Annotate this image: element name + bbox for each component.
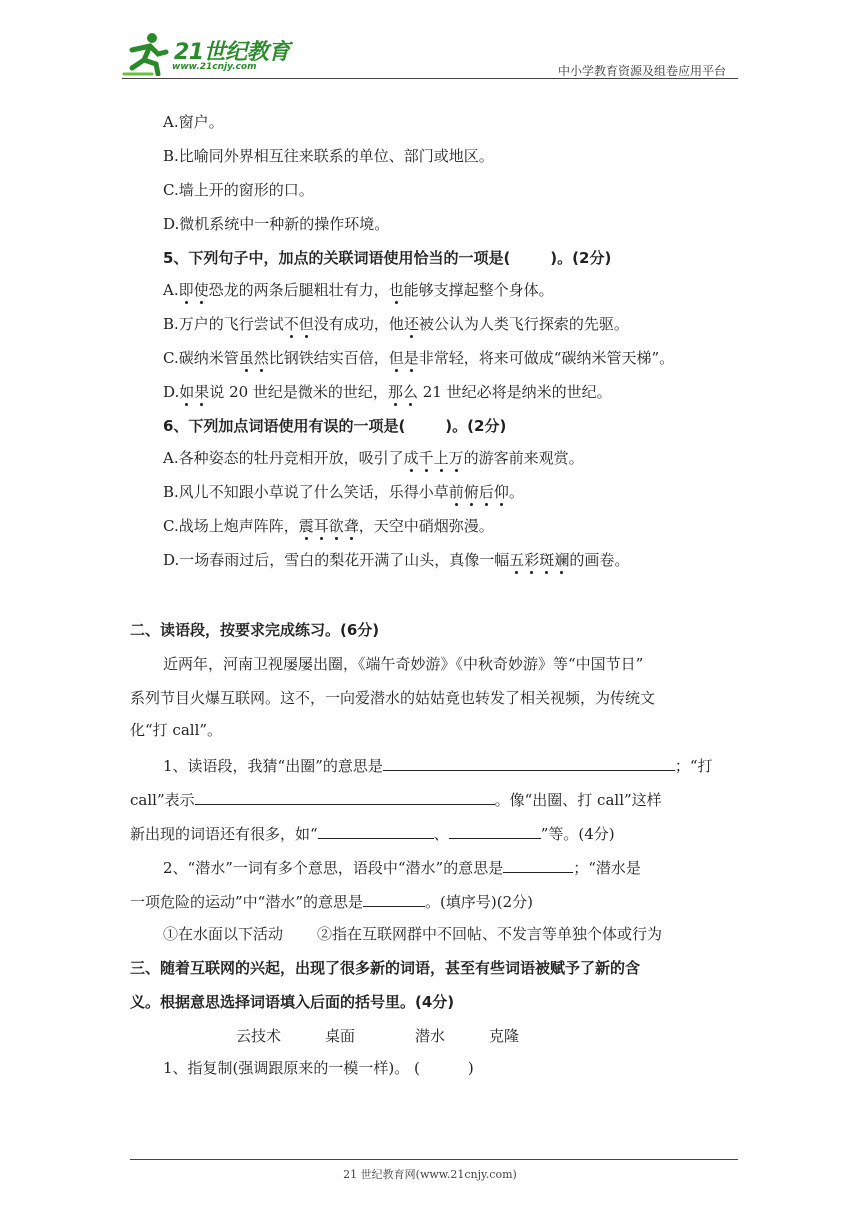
q5-option-a (163, 280, 554, 300)
q6-stem (163, 416, 506, 436)
q6-b-text: B.风儿不知跟小草说了什么笑话，乐得小草 (163, 483, 449, 501)
s2-q1-line-1 (163, 754, 713, 776)
emphasis-char: 但 (388, 349, 404, 367)
section2-title: 二、读语段，按要求完成练习。(6分) (130, 621, 380, 639)
s2-q1-text-end: ；“打 (674, 757, 713, 775)
q6-a-text-end: 的游客前来观赏。 (463, 449, 584, 467)
qianshui-meaning-blank-2[interactable] (363, 890, 425, 907)
emphasis-char: 聋 (343, 517, 359, 535)
s2-q2-options (163, 924, 662, 944)
logo-url: www.21cnjy.com (172, 62, 257, 72)
s2-q2-l2-text-end: 。(填序号)(2分) (425, 893, 533, 911)
emphasis-char: 欲 (328, 517, 344, 535)
s2-q1-line-2 (130, 788, 662, 810)
emphasis-char: 使 (193, 281, 209, 299)
q6-a-text: A.各种姿态的牡丹竞相开放，吸引了 (163, 449, 404, 467)
chuquan-meaning-blank[interactable] (383, 754, 675, 771)
page-footer: 21 世纪教育网(www.21cnjy.com) (343, 1168, 517, 1181)
q5-option-b (163, 314, 629, 334)
runner-logo-icon (122, 30, 172, 76)
q6-d-text: D.一场春雨过后，雪白的梨花开满了山头，真像一幅 (163, 551, 510, 569)
q5-a-text: 恐龙的两条后腿粗壮有力， (208, 281, 389, 299)
s2-q2-line-1 (163, 856, 641, 878)
q5-stem-text: 5、下列句子中，加点的关联词语使用恰当的一项是( (163, 249, 511, 267)
emphasis-char: 成 (403, 449, 419, 467)
emphasis-char: 但 (298, 315, 314, 333)
q6-c-text: C.战场上炮声阵阵， (163, 517, 299, 535)
s2-q1-l3-text-end: ”等。(4分) (540, 825, 615, 843)
emphasis-char: 也 (388, 281, 404, 299)
s2-q2-line-2 (130, 890, 533, 912)
s2-q2-l2-text: 一项危险的运动”中“潜水”的意思是 (130, 893, 364, 911)
q5-stem-score: )。(2分) (550, 249, 612, 267)
section2-passage-line-3: 化“打 call”。 (130, 721, 223, 739)
s2-q1-line-3 (130, 822, 615, 844)
q5-c-text-end: 非常轻，将来可做成“碳纳米管天梯”。 (418, 349, 675, 367)
q4-option-b: B.比喻同外界相互往来联系的单位、部门或地区。 (163, 147, 494, 165)
site-logo (122, 30, 292, 76)
section2-passage-line-2: 系列节目火爆互联网。这不，一向爱潜水的姑姑竟也转发了相关视频，为传统文 (130, 689, 656, 707)
dacall-meaning-blank[interactable] (195, 788, 495, 805)
section2-passage-line-1: 近两年，河南卫视屡屡出圈，《端午奇妙游》《中秋奇妙游》等“中国节日” (163, 655, 644, 673)
emphasis-char: 前 (448, 483, 464, 501)
q5-a-text-end: 能够支撑起整个身体。 (403, 281, 554, 299)
page-header (122, 30, 738, 80)
emphasis-char: 五 (509, 551, 525, 569)
q6-stem-text: 6、下列加点词语使用有误的一项是( (163, 417, 406, 435)
q6-d-dotted-word (509, 551, 569, 569)
s3-q1 (163, 1058, 474, 1078)
q5-b-dotted-word-1 (284, 315, 314, 333)
emphasis-char: 不 (283, 315, 299, 333)
qianshui-meaning-blank-1[interactable] (503, 856, 573, 873)
new-word-blank-2[interactable] (449, 822, 541, 839)
q5-c-dotted-word-2 (389, 349, 419, 367)
q5-option-d (163, 382, 612, 402)
word-bank-item: 云技术 (236, 1027, 282, 1045)
s2-q2-option-1: ①在水面以下活动 (163, 925, 284, 943)
s2-q1-l2-text-end: 。像“出圈、打 call”这样 (494, 791, 662, 809)
s2-q1-l3-text: 新出现的词语还有很多，如“ (130, 825, 318, 843)
s3-q1-close-paren: ) (467, 1059, 474, 1077)
word-bank-item: 克隆 (489, 1027, 520, 1045)
word-bank (236, 1026, 519, 1046)
logo-text: 21世纪教育 (174, 40, 290, 65)
header-platform-text: 中小学教育资源及组卷应用平台 (557, 64, 726, 78)
emphasis-char: 上 (433, 449, 449, 467)
q4-option-c: C.墙上开的窗形的口。 (163, 181, 314, 199)
q5-a-dotted-word-1 (179, 281, 209, 299)
s2-q1-l2-text: call”表示 (130, 791, 195, 809)
q5-c-dotted-word-1 (239, 349, 269, 367)
q5-b-dotted-word-2 (404, 315, 419, 333)
s2-q2-option-2: ②指在互联网群中不回帖、不发言等单独个体或行为 (317, 925, 663, 943)
emphasis-char: 后 (478, 483, 494, 501)
s3-q1-text: 1、指复制(强调跟原来的一模一样)。 ( (163, 1059, 420, 1077)
q6-stem-score: )。(2分) (445, 417, 507, 435)
word-bank-item: 桌面 (325, 1027, 356, 1045)
header-divider (122, 78, 738, 79)
q5-c-label: C.碳纳米管 (163, 349, 239, 367)
new-word-blank-1[interactable] (318, 822, 434, 839)
q5-a-dotted-word-2 (389, 281, 404, 299)
s2-q1-text: 1、读语段，我猜“出圈”的意思是 (163, 757, 383, 775)
q5-d-dotted-word-2 (388, 383, 418, 401)
q6-d-text-end: 的画卷。 (569, 551, 630, 569)
section3-title-line-2: 义。根据意思选择词语填入后面的括号里。(4分) (130, 993, 455, 1011)
q6-option-c (163, 516, 494, 536)
q4-option-a: A.窗户。 (163, 113, 224, 131)
section3-title-line-1: 三、随着互联网的兴起，出现了很多新的词语，甚至有些词语被赋予了新的含 (130, 959, 641, 977)
q6-c-dotted-word (299, 517, 359, 535)
emphasis-char: 虽 (238, 349, 254, 367)
s2-q2-text: 2、“潜水”一词有多个意思，语段中“潜水”的意思是 (163, 859, 504, 877)
q6-c-text-end: ，天空中硝烟弥漫。 (358, 517, 494, 535)
emphasis-char: 还 (403, 315, 419, 333)
q5-d-dotted-word-1 (179, 383, 209, 401)
q4-option-d: D.微机系统中一种新的操作环境。 (163, 215, 390, 233)
q6-option-b (163, 482, 524, 502)
q5-d-text: 说 20 世纪是微米的世纪， (209, 383, 388, 401)
emphasis-char: 仰 (493, 483, 509, 501)
q6-b-dotted-word (449, 483, 509, 501)
q5-d-label: D. (163, 383, 180, 401)
emphasis-char: 斑 (539, 551, 555, 569)
emphasis-char: 如 (179, 383, 195, 401)
q5-stem (163, 248, 611, 268)
emphasis-char: 耳 (313, 517, 329, 535)
s2-q2-text-end: ；“潜水是 (573, 859, 641, 877)
emphasis-char: 果 (194, 383, 210, 401)
q6-option-d (163, 550, 629, 570)
footer-divider (130, 1159, 738, 1160)
emphasis-char: 即 (178, 281, 194, 299)
q5-c-text: 比钢铁结实百倍， (268, 349, 389, 367)
q5-b-label: B.万户的飞行尝试 (163, 315, 284, 333)
q5-d-text-end: 21 世纪必将是纳米的世纪。 (417, 383, 612, 401)
emphasis-char: 千 (418, 449, 434, 467)
emphasis-char: 么 (402, 383, 418, 401)
emphasis-char: 斓 (554, 551, 570, 569)
q5-a-label: A. (163, 281, 179, 299)
q6-a-dotted-word (404, 449, 464, 467)
emphasis-char: 万 (448, 449, 464, 467)
emphasis-char: 然 (253, 349, 269, 367)
emphasis-char: 那 (387, 383, 403, 401)
q5-option-c (163, 348, 674, 368)
emphasis-char: 彩 (524, 551, 540, 569)
emphasis-char: 是 (403, 349, 419, 367)
q6-b-text-end: 。 (508, 483, 524, 501)
q6-option-a (163, 448, 584, 468)
s2-q1-l3-sep: 、 (433, 825, 449, 843)
word-bank-item: 潜水 (415, 1027, 446, 1045)
emphasis-char: 俯 (463, 483, 479, 501)
q5-b-text: 没有成功，他 (313, 315, 404, 333)
emphasis-char: 震 (298, 517, 314, 535)
q5-b-text-end: 被公认为人类飞行探索的先驱。 (418, 315, 629, 333)
